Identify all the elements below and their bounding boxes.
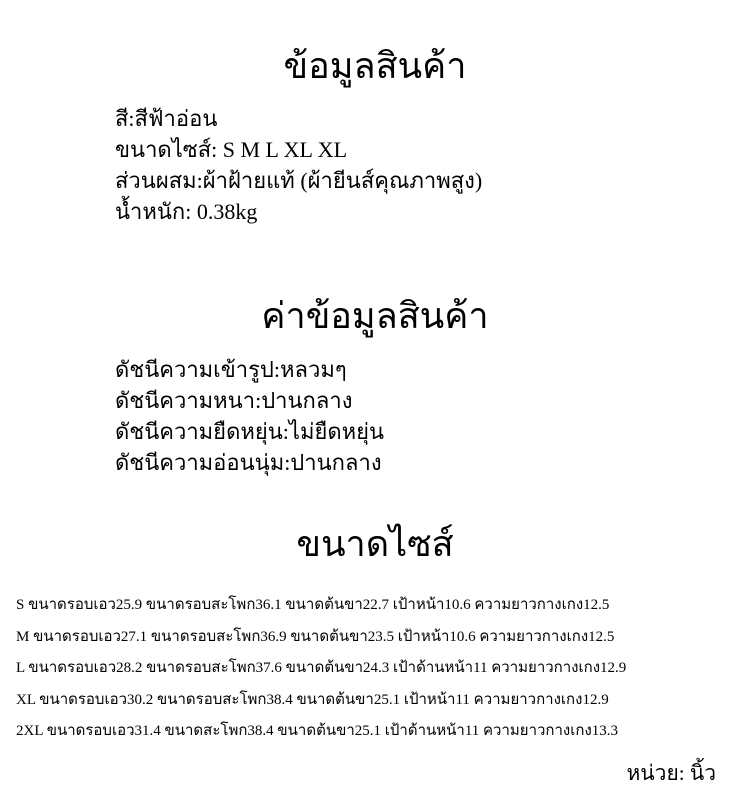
fit-index-line: ดัชนีความเข้ารูป:หลวมๆ	[115, 357, 347, 382]
softness-index-line: ดัชนีความอ่อนนุ่ม:ปานกลาง	[115, 450, 382, 475]
unit-label: หน่วย: นิ้ว	[626, 761, 716, 785]
material-line: ส่วนผสม:ผ้าฝ้ายแท้ (ผ้ายีนส์คุณภาพสูง)	[115, 168, 483, 193]
size-chart-rows	[16, 590, 626, 748]
product-values-title: ค่าข้อมูลสินค้า	[261, 296, 489, 336]
size-row-m: M ขนาดรอบเอว27.1 ขนาดรอบสะโพก36.9 ขนาดต้นขา23.5 เป้าหน้า10.6 ความยาวกางเกง12.5	[16, 628, 615, 645]
product-info-title: ข้อมูลสินค้า	[283, 46, 467, 86]
product-values-list	[115, 354, 384, 478]
size-chart-title: ขนาดไซส์	[296, 524, 454, 564]
product-info-list	[115, 103, 482, 227]
elasticity-index-line: ดัชนีความยืดหยุ่น:ไม่ยืดหยุ่น	[115, 419, 385, 444]
thickness-index-line: ดัชนีความหนา:ปานกลาง	[115, 388, 353, 413]
size-row-xl: XL ขนาดรอบเอว30.2 ขนาดรอบสะโพก38.4 ขนาดต้นขา25.1 เป้าหน้า11 ความยาวกางเกง12.9	[16, 691, 609, 708]
weight-line: น้ำหนัก: 0.38kg	[115, 199, 258, 224]
size-row-s: S ขนาดรอบเอว25.9 ขนาดรอบสะโพก36.1 ขนาดต้นขา22.7 เป้าหน้า10.6 ความยาวกางเกง12.5	[16, 597, 610, 613]
color-line: สี:สีฟ้าอ่อน	[115, 106, 218, 131]
sizes-line: ขนาดไซส์: S M L XL XL	[115, 137, 348, 162]
size-row-l: L ขนาดรอบเอว28.2 ขนาดรอบสะโพก37.6 ขนาดต้นขา24.3 เป้าด้านหน้า11 ความยาวกางเกง12.9	[16, 660, 627, 676]
size-row-2xl: 2XL ขนาดรอบเอว31.4 ขนาดสะโพก38.4 ขนาดต้นขา25.1 เป้าด้านหน้า11 ความยาวกางเกง13.3	[16, 723, 619, 739]
